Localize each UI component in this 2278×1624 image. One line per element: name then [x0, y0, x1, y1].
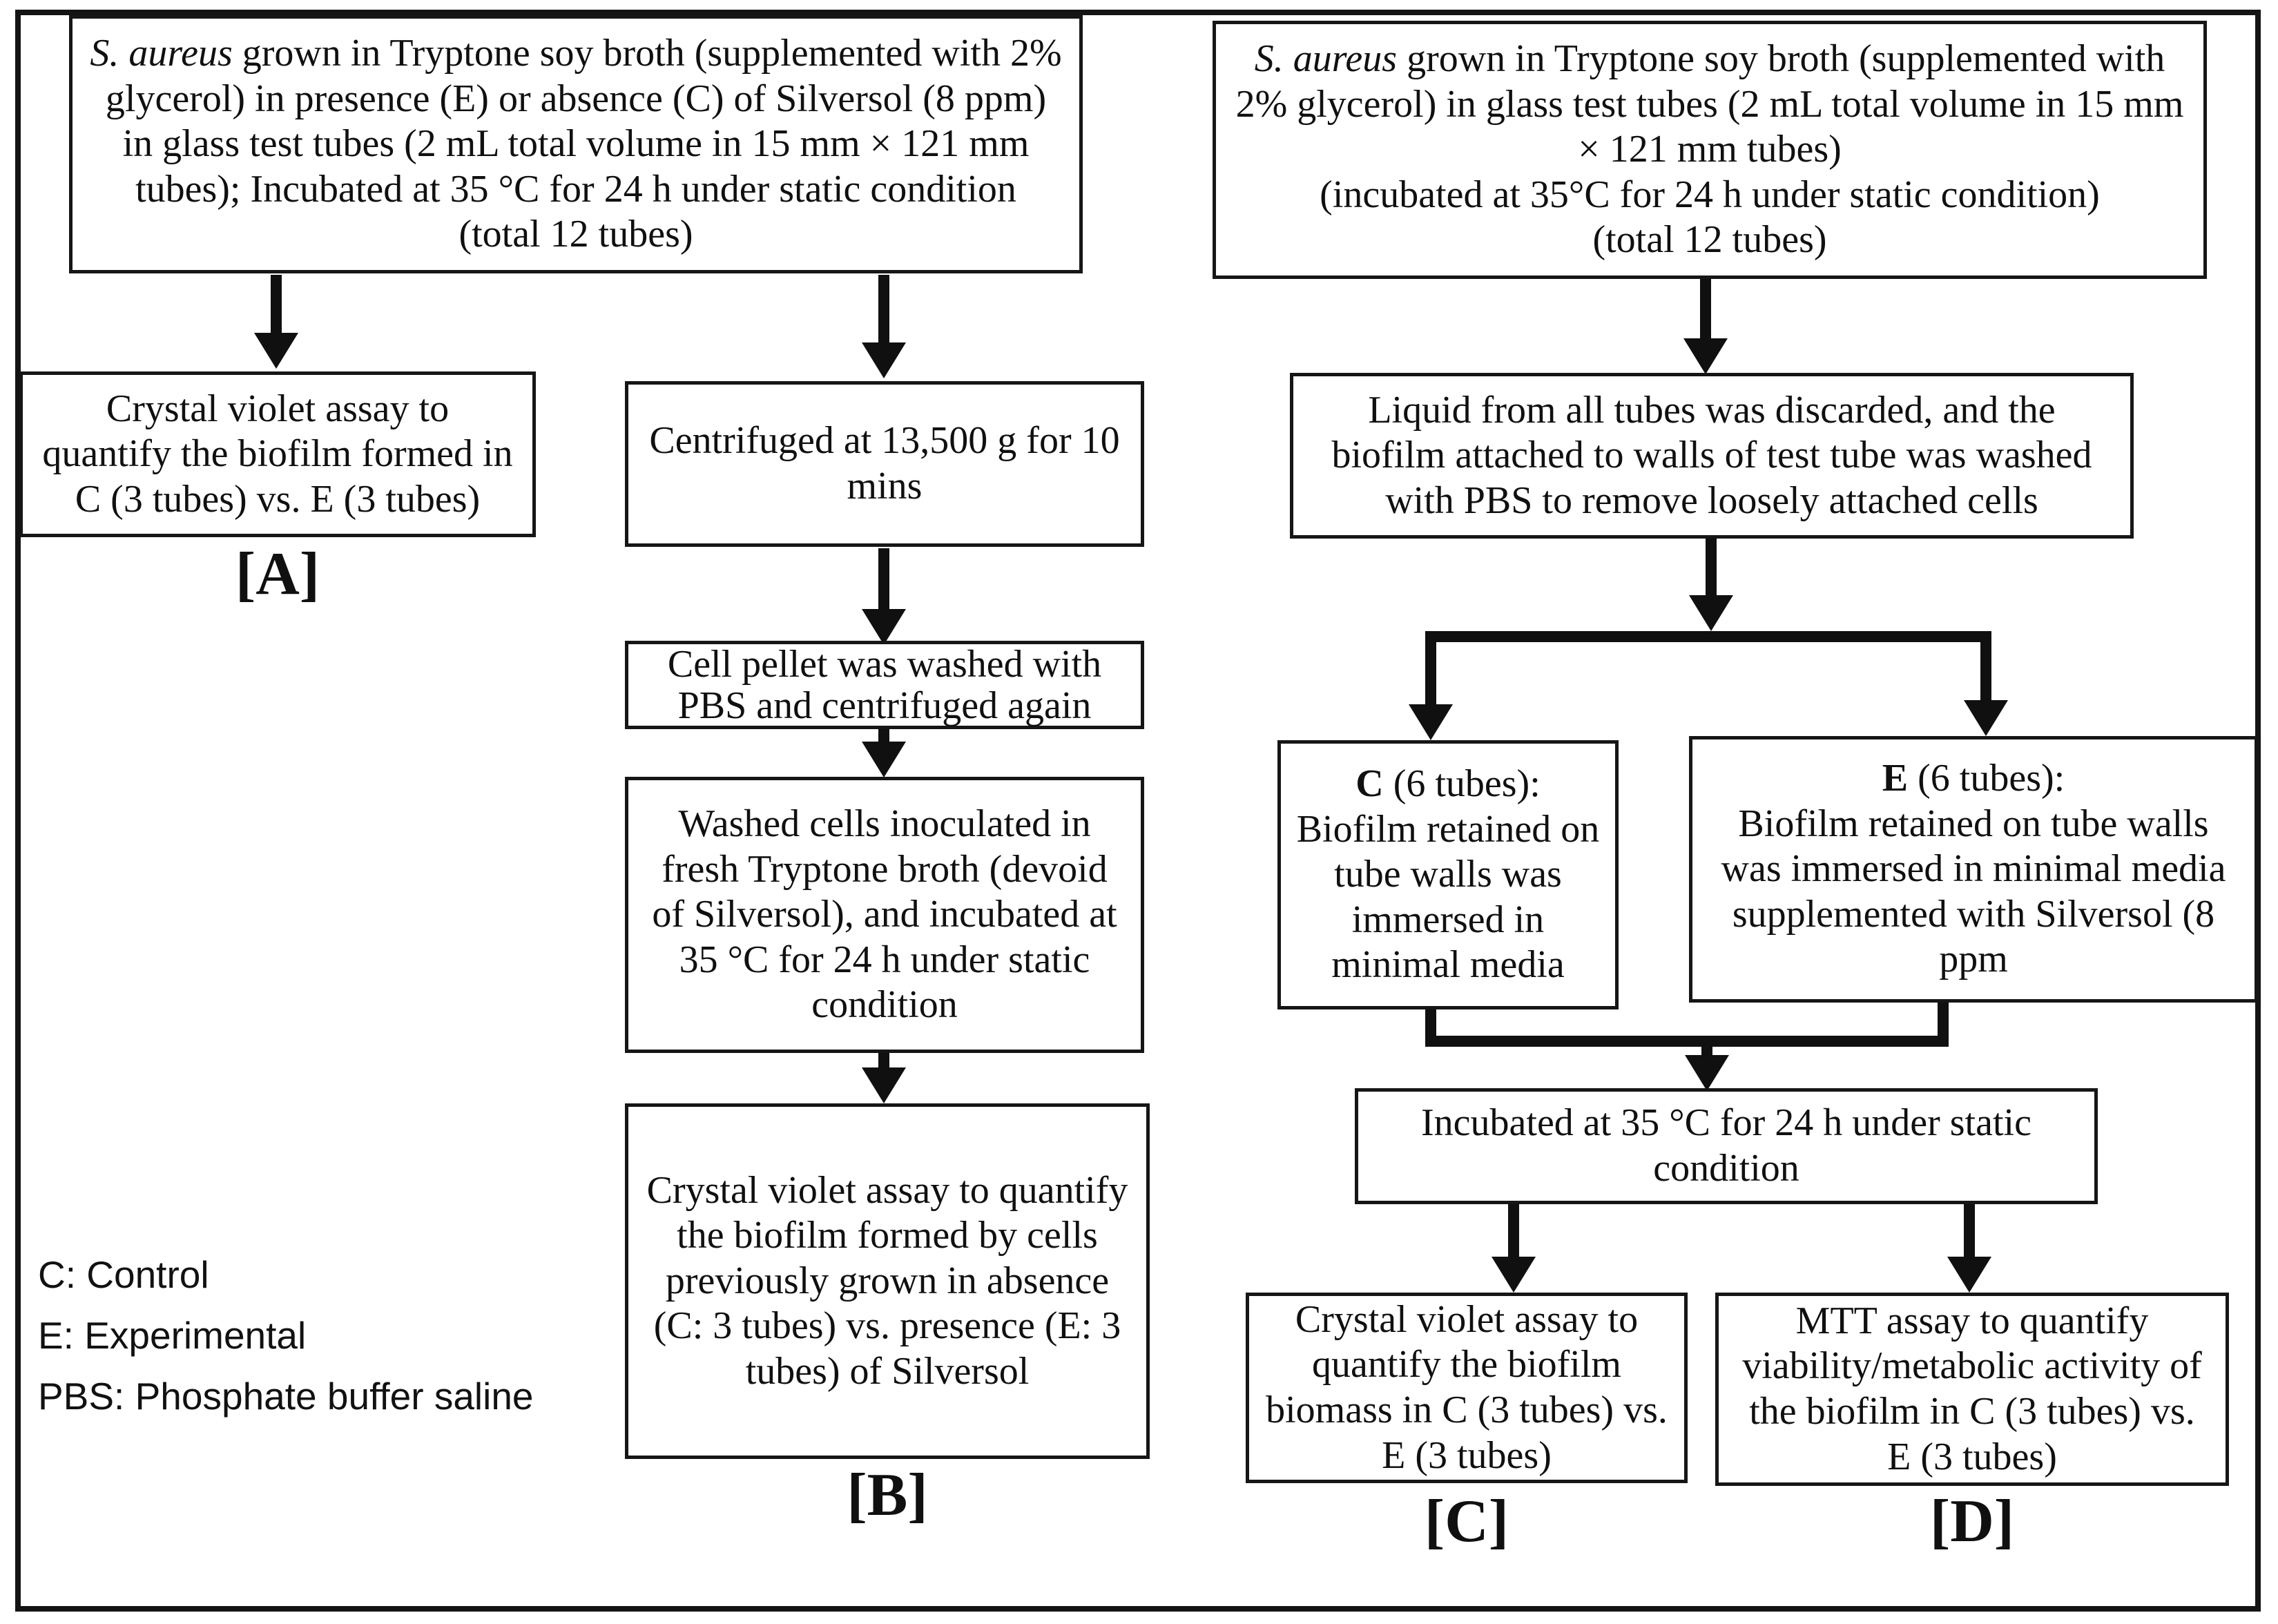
legend-line-pbs: PBS: Phosphate buffer saline: [38, 1375, 534, 1418]
split-right-shaft: [1980, 631, 1991, 702]
split-left-head: [1409, 704, 1453, 740]
legend-line-control: C: Control: [38, 1253, 209, 1296]
flow-box-growth-right-line2: (incubated at 35°C for 24 h under static condition): [1320, 173, 2100, 216]
arrow-incubated-to-assayD-head: [1947, 1257, 1991, 1293]
arrow-merge-to-incubated-shaft: [1701, 1047, 1712, 1055]
arrow-inoculate-to-assayB-head: [862, 1067, 906, 1103]
flow-box-experimental-branch: E (6 tubes): Biofilm retained on tube walls was immersed in minimal media supplemented with Silversol (8 ppm: [1689, 736, 2258, 1003]
arrow-merge-to-incubated-head: [1685, 1055, 1729, 1091]
arrow-centrifuge-to-pellet-head: [862, 609, 906, 645]
flow-box-washed-cells: Washed cells inoculated in fresh Tryptone broth (devoid of Silversol), and incubated at 35 °C for 24 h under static condition: [625, 777, 1144, 1053]
species-name: S. aureus: [90, 32, 233, 75]
flow-box-growth-left: [69, 15, 1083, 273]
flow-box-crystal-violet-a: Crystal violet assay to quantify the biofilm formed in C (3 tubes) vs. E (3 tubes): [19, 371, 536, 537]
arrow-pellet-to-inoculate-shaft: [878, 729, 889, 742]
flow-box-cell-pellet: Cell pellet was washed with PBS and centrifuged again: [625, 641, 1144, 729]
panel-label-b: [B]: [847, 1462, 928, 1529]
panel-label-a: [A]: [235, 541, 320, 608]
arrow-growthR-to-liquid-shaft: [1700, 279, 1711, 338]
arrow-growth-to-centrifuge-shaft: [878, 275, 889, 342]
flow-box-growth-left-total: (total 12 tubes): [459, 213, 693, 256]
arrow-growth-to-centrifuge-head: [862, 342, 906, 378]
arrow-liquid-to-split-head: [1689, 595, 1733, 631]
flow-box-control-branch: C (6 tubes): Biofilm retained on tube walls was immersed in minimal media: [1277, 740, 1619, 1009]
flow-box-growth-right: [1213, 21, 2207, 279]
arrow-growth-to-assayA-head: [254, 333, 298, 369]
panel-label-d: [D]: [1929, 1488, 2015, 1555]
flow-box-liquid-discarded: Liquid from all tubes was discarded, and the biofilm attached to walls of test tube was washed with PBS to remove loosely attached cells: [1290, 373, 2134, 539]
species-name: S. aureus: [1254, 37, 1398, 81]
panel-label-c: [C]: [1424, 1488, 1509, 1555]
flow-box-crystal-violet-c: Crystal violet assay to quantify the biofilm biomass in C (3 tubes) vs. E (3 tubes): [1246, 1293, 1688, 1483]
arrow-centrifuge-to-pellet-shaft: [878, 548, 889, 609]
split-connector-horizontal: [1425, 631, 1991, 642]
arrow-incubated-to-assayC-head: [1492, 1257, 1536, 1293]
arrow-growth-to-assayA-shaft: [271, 275, 282, 333]
arrow-incubated-to-assayD-shaft: [1964, 1204, 1975, 1257]
legend-line-experimental: E: Experimental: [38, 1314, 307, 1357]
flow-box-centrifuged: Centrifuged at 13,500 g for 10 mins: [625, 381, 1144, 547]
control-branch-heading: C (6 tubes):: [1355, 762, 1541, 806]
arrow-inoculate-to-assayB-shaft: [878, 1053, 889, 1067]
legend: [38, 1244, 867, 1427]
experimental-branch-heading: E (6 tubes):: [1882, 757, 2065, 800]
flow-box-growth-right-line3: (total 12 tubes): [1592, 218, 1827, 262]
flow-box-growth-left-text: S. aureus grown in Tryptone soy broth (supplemented with 2% glycerol) in presence (E) or absence (C) of Silversol (8 ppm) in glass test tubes (2 mL total volume in 15 mm × 121 mm tubes); Incubated at 35 °C for 24 h under static condition: [90, 32, 1062, 211]
arrow-liquid-to-split-shaft: [1706, 539, 1717, 595]
flow-box-mtt-assay: MTT assay to quantify viability/metabolic activity of the biofilm in C (3 tubes) vs. E (3 tubes): [1715, 1293, 2229, 1486]
arrow-incubated-to-assayC-shaft: [1508, 1204, 1519, 1257]
arrow-growthR-to-liquid-head: [1683, 338, 1728, 374]
arrow-pellet-to-inoculate-head: [862, 742, 906, 777]
flow-box-crystal-violet-b: Crystal violet assay to quantify the biofilm formed by cells previously grown in absence (C: 3 tubes) vs. presence (E: 3 tubes) of Silversol: [625, 1103, 1150, 1459]
split-left-shaft: [1425, 631, 1436, 704]
split-right-head: [1964, 700, 2008, 736]
flow-box-incubated-again: Incubated at 35 °C for 24 h under static condition: [1355, 1088, 2098, 1204]
flow-box-growth-right-text: S. aureus grown in Tryptone soy broth (supplemented with 2% glycerol) in glass test tubes (2 mL total volume in 15 mm × 121 mm tubes): [1235, 37, 2184, 171]
merge-connector-horizontal: [1425, 1036, 1949, 1047]
